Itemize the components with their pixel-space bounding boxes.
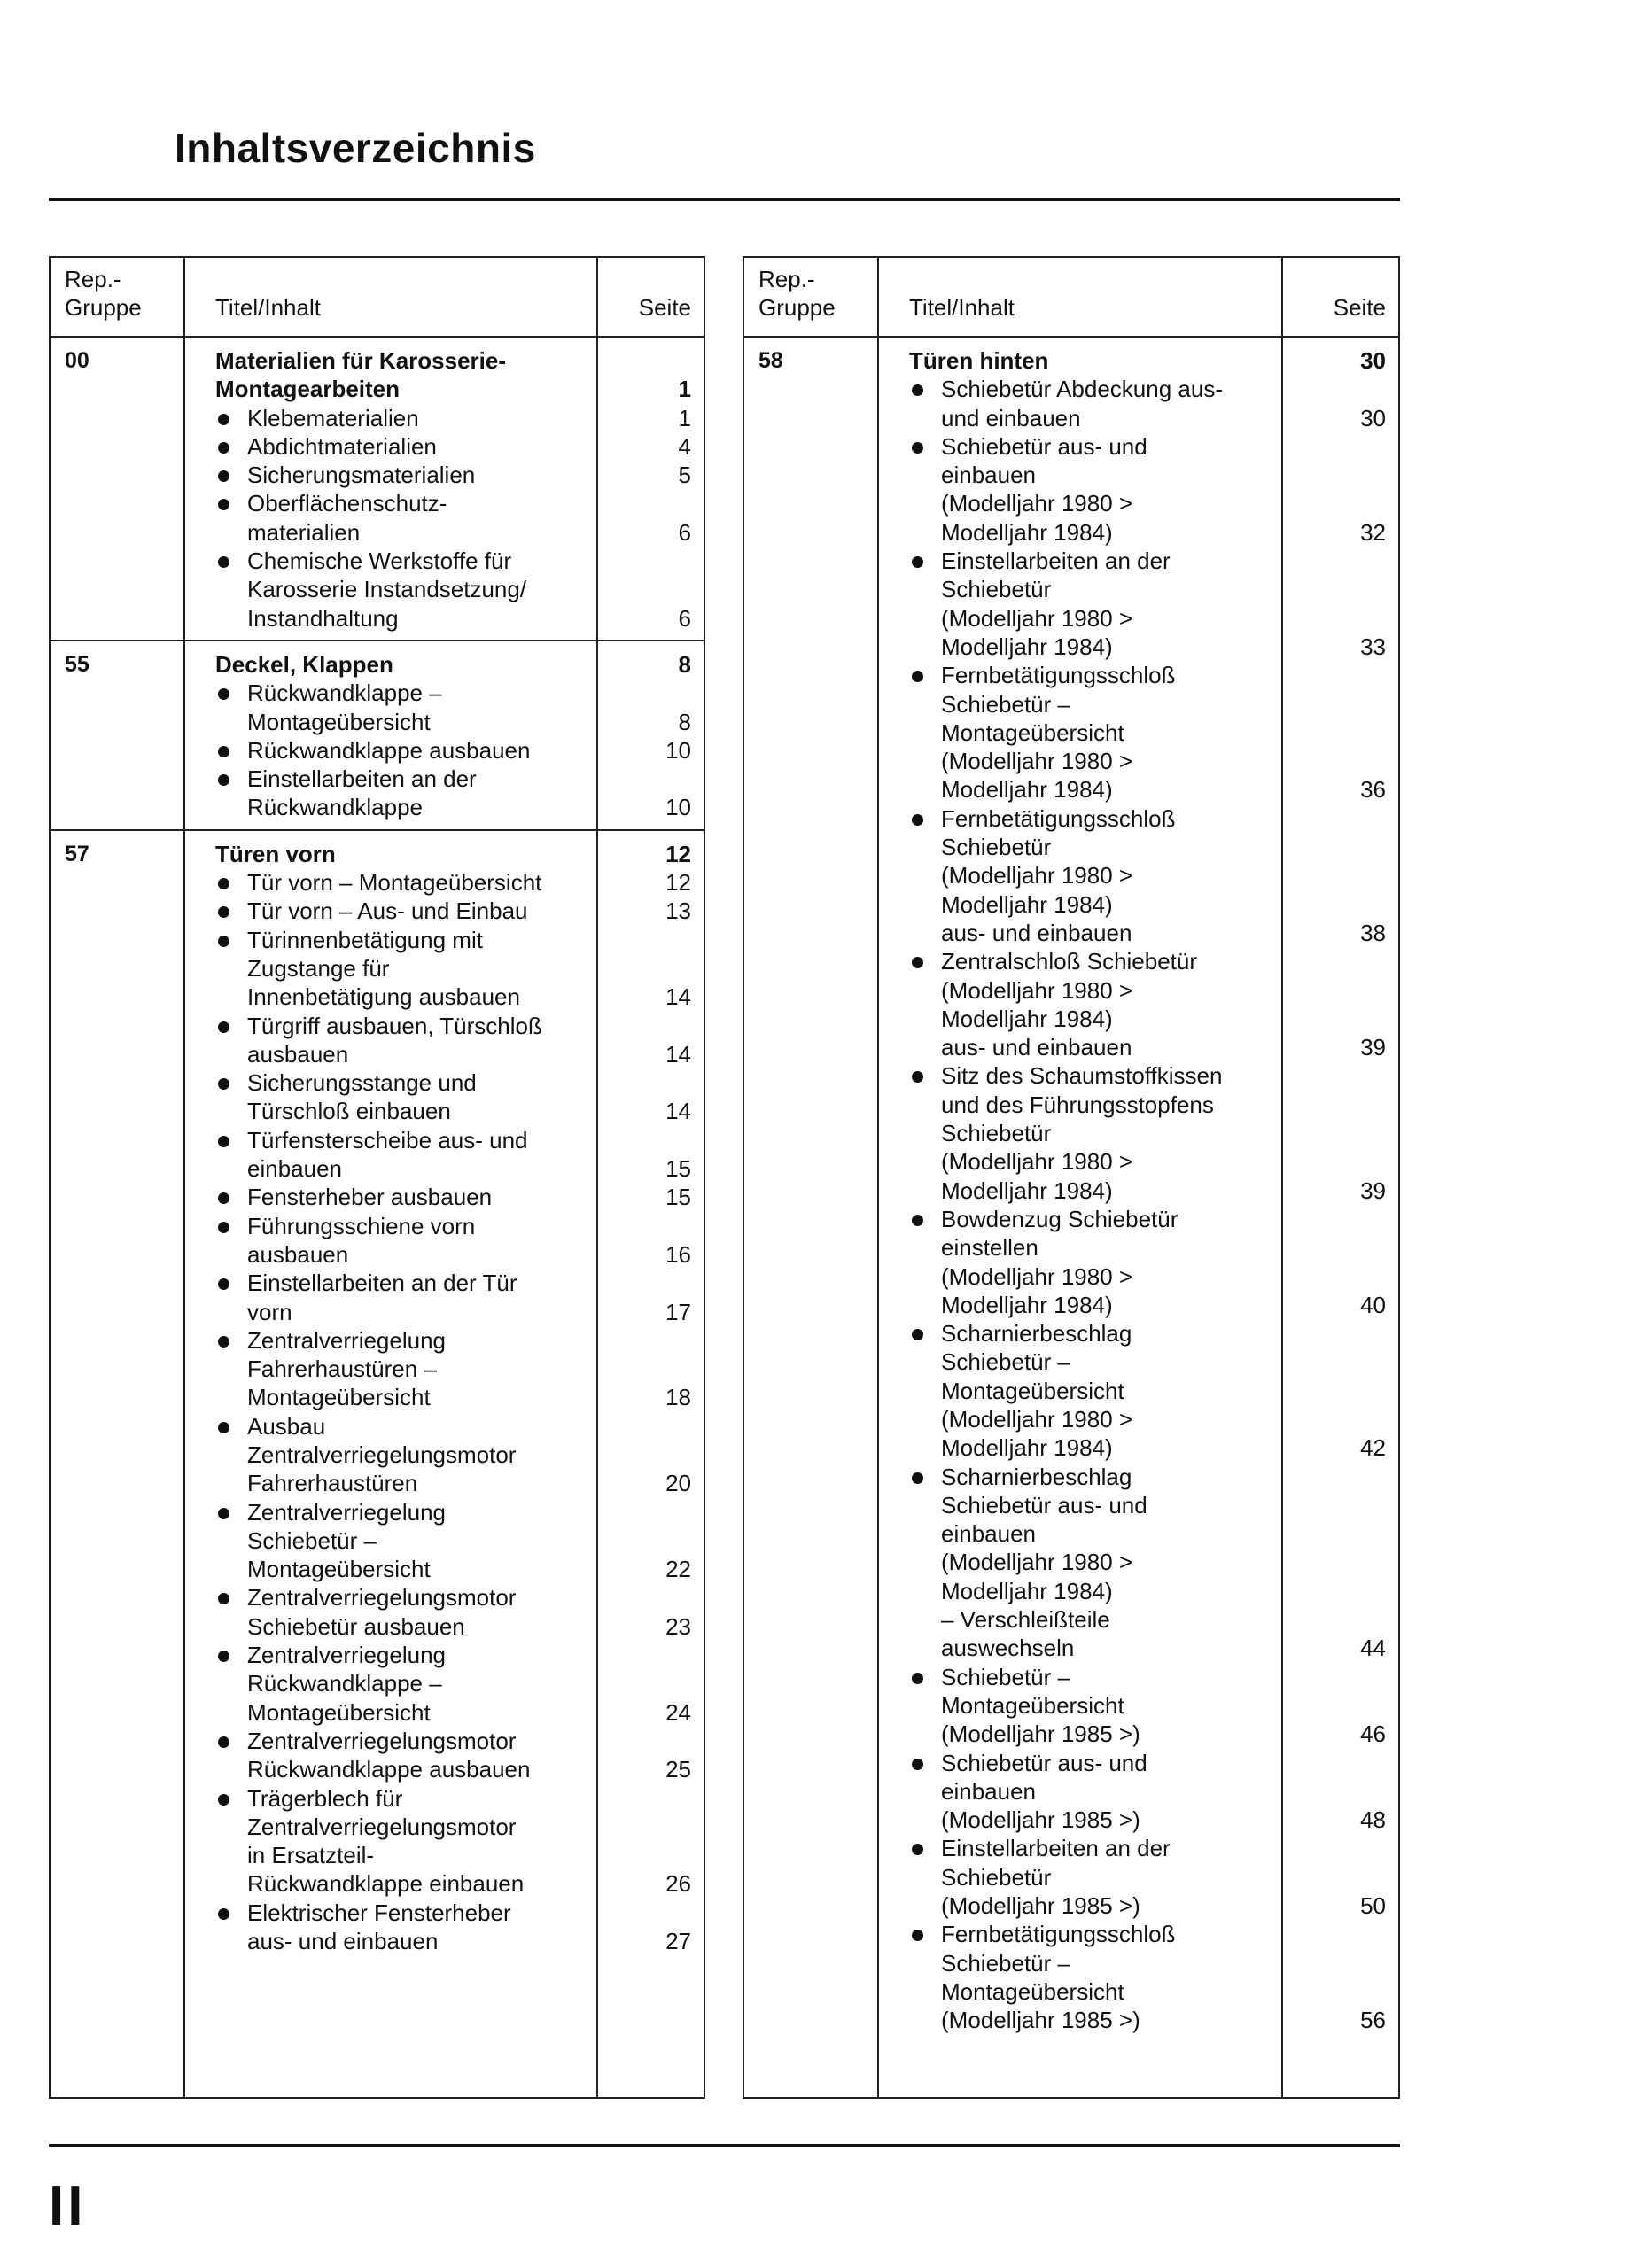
entry-title-line: Deckel, Klappen [215,650,393,678]
toc-entry [51,926,704,1012]
bullet-icon [218,556,229,568]
toc-entry [51,1012,704,1069]
entry-title-line: Zentralverriegelung [247,1326,447,1354]
toc-entry [51,736,704,765]
entry-page-number: 44 [1360,1635,1386,1662]
entry-title-line: Montageübersicht [941,1691,1124,1719]
bullet-icon [218,470,229,482]
toc-table-right [743,256,1400,2099]
entry-title-line: aus- und einbauen [247,1928,439,1955]
toc-entry [51,679,704,736]
entry-title-line: Montageübersicht [247,1698,431,1726]
entry-title-line: Schiebetür [941,576,1052,603]
bullet-icon [218,688,229,700]
toc-entry [744,375,1398,432]
entry-title-line: Zentralverriegelung [247,1642,447,1669]
toc-entry [51,547,704,633]
bullet-icon [218,906,229,918]
bullet-icon [912,957,923,968]
entry-title-line: (Modelljahr 1985 >) [941,1720,1140,1748]
entry-title-line: (Modelljahr 1980 > [941,1262,1133,1290]
toc-groups-left [51,338,704,2097]
bullet-icon [912,1759,923,1770]
entry-title-line: und einbauen [941,404,1081,431]
entry-title-line: (Modelljahr 1985 >) [941,2007,1140,2034]
entry-title-line: Karosserie Instandsetzung/ [247,576,527,603]
bullet-icon [218,1336,229,1348]
entry-title-line: aus- und einbauen [941,1034,1132,1061]
toc-entry [51,432,704,461]
entry-page-number: 30 [1360,404,1386,431]
entry-title-line: Modelljahr 1984) [941,1291,1113,1318]
entry-title-line: einbauen [247,1155,342,1183]
toc-entry [744,1663,1398,1749]
entry-title-line: Modelljahr 1984) [941,1005,1113,1032]
bullet-icon [218,1136,229,1147]
toc-heading [51,840,704,868]
entry-page-number: 30 [1360,347,1386,374]
toc-table-left [49,256,705,2099]
entry-page-number: 14 [665,983,691,1011]
entry-title-line: Elektrischer Fensterheber [247,1899,511,1926]
bullet-icon [912,1673,923,1684]
toc-entry [51,1269,704,1326]
entry-page-number: 24 [665,1698,691,1726]
entry-title-line: Oberflächenschutz- [247,490,447,517]
entry-page-number: 50 [1360,1892,1386,1920]
entry-title-line: Tür vorn – Aus- und Einbau [247,897,528,925]
group-number: 57 [65,841,89,866]
toc-entry [744,804,1398,947]
toc-heading [51,650,704,679]
entry-page-number: 36 [1360,776,1386,804]
entry-page-number: 26 [665,1870,691,1898]
entry-page-number: 8 [678,650,691,678]
toc-entry [51,868,704,897]
entry-title-line: Modelljahr 1984) [941,518,1113,546]
entry-title-line: Schiebetür Abdeckung aus- [941,376,1223,403]
entry-title-line: und des Führungsstopfens [941,1091,1214,1118]
entry-title-line: Innenbetätigung ausbauen [247,983,520,1011]
entry-title-line: Instandhaltung [247,604,399,632]
entry-page-number: 6 [678,604,691,632]
entry-page-number: 10 [665,736,691,764]
entry-title-line: Türschloß einbauen [247,1098,451,1125]
entry-title-line: Montageübersicht [941,1377,1124,1404]
toc-group [51,829,704,1963]
entry-page-number: 33 [1360,633,1386,660]
entry-title-line: (Modelljahr 1985 >) [941,1892,1140,1920]
bullet-icon [912,814,923,826]
entry-title-line: Schiebetür [941,1863,1052,1891]
entry-title-line: (Modelljahr 1985 >) [941,1806,1140,1834]
entry-page-number: 32 [1360,518,1386,546]
bullet-icon [218,499,229,510]
entry-title-line: Bowdenzug Schiebetür [941,1205,1178,1232]
entry-title-line: Schiebetür ausbauen [247,1612,465,1640]
bullet-icon [218,1078,229,1090]
toc-entry [51,1899,704,1956]
entry-title-line: (Modelljahr 1980 > [941,1405,1133,1433]
bullet-icon [218,1736,229,1748]
entry-title-line: Chemische Werkstoffe für [247,548,512,575]
entry-title-line: Rückwandklappe – [247,680,442,707]
bullet-icon [218,442,229,454]
entry-title-line: Scharnierbeschlag [941,1320,1132,1348]
entry-title-line: Ausbau [247,1412,326,1440]
entry-title-line: Rückwandklappe ausbauen [247,736,531,764]
toc-entry [51,489,704,547]
bullet-icon [218,774,229,786]
entry-page-number: 38 [1360,919,1386,946]
entry-title-line: Tür vorn – Montageübersicht [247,869,542,897]
entry-title-line: (Modelljahr 1980 > [941,1148,1133,1176]
entry-title-line: Montageübersicht [247,708,431,735]
entry-page-number: 5 [678,462,691,489]
column-header-title: Titel/Inhalt [909,294,1015,321]
entry-title-line: einbauen [941,1777,1036,1805]
bullet-icon [218,1908,229,1920]
entry-title-line: Schiebetür – [247,1526,377,1554]
bullet-icon [912,1472,923,1484]
entry-title-line: Schiebetür – [941,1949,1070,1977]
toc-entry [51,1641,704,1727]
toc-entry [744,1920,1398,2034]
bullet-icon [912,556,923,568]
toc-entry [51,765,704,822]
toc-heading [51,346,704,404]
bullet-icon [218,1508,229,1519]
entry-page-number: 6 [678,518,691,546]
entry-title-line: Scharnierbeschlag [941,1463,1132,1490]
column-header-title: Titel/Inhalt [215,294,321,321]
bullet-icon [912,671,923,682]
toc-group [744,338,1398,2042]
column-header-page: Seite [1333,294,1386,321]
entry-page-number: 15 [665,1155,691,1183]
entry-title-line: Montagearbeiten [215,376,401,403]
bullet-icon [218,1222,229,1233]
entry-page-number: 56 [1360,2007,1386,2034]
toc-group [51,640,704,829]
entry-title-line: Einstellarbeiten an der [941,548,1171,575]
bullet-icon [218,1422,229,1433]
entry-title-line: Zentralverriegelungsmotor [247,1584,517,1612]
toc-entry [51,1183,704,1211]
entry-page-number: 39 [1360,1034,1386,1061]
entry-title-line: – Verschleißteile [941,1606,1110,1634]
entry-title-line: Abdichtmaterialien [247,432,437,460]
bullet-icon [912,1844,923,1855]
group-number: 55 [65,651,89,677]
table-header [744,258,1398,336]
entry-title-line: Modelljahr 1984) [941,890,1113,918]
column-header-group: Rep.- Gruppe [758,266,836,321]
entry-title-line: (Modelljahr 1980 > [941,604,1133,632]
toc-entry [744,1061,1398,1204]
toc-entry [51,404,704,432]
entry-title-line: (Modelljahr 1980 > [941,748,1133,775]
table-header [51,258,704,336]
toc-entry [51,1068,704,1126]
entry-title-line: Schiebetür aus- und [941,1749,1147,1776]
entry-page-number: 12 [665,869,691,897]
bullet-icon [912,442,923,454]
entry-page-number: 39 [1360,1177,1386,1204]
group-number: 58 [758,348,783,373]
entry-title-line: Materialien für Karosserie- [215,347,507,374]
bullet-icon [218,746,229,757]
entry-page-number: 20 [665,1470,691,1497]
toc-entry [744,661,1398,804]
entry-title-line: Rückwandklappe ausbauen [247,1756,531,1783]
entry-title-line: Fernbetätigungsschloß [941,804,1176,832]
entry-page-number: 17 [665,1298,691,1325]
entry-page-number: 10 [665,794,691,821]
entry-title-line: Montageübersicht [941,1977,1124,2005]
entry-title-line: Montageübersicht [247,1556,431,1583]
toc-entry [744,1749,1398,1835]
group-number: 00 [65,348,89,373]
toc-entry [744,947,1398,1061]
entry-title-line: Zentralverriegelungsmotor [247,1441,517,1468]
bullet-icon [218,1651,229,1662]
page-number: II [49,2176,87,2237]
entry-page-number: 15 [665,1184,691,1211]
entry-title-line: Zentralverriegelungsmotor [247,1727,517,1754]
page-title: Inhaltsverzeichnis [175,125,536,171]
entry-title-line: Fernbetätigungsschloß [941,1921,1176,1948]
entry-title-line: Einstellarbeiten an der [247,765,477,793]
toc-entry [51,1212,704,1270]
entry-page-number: 25 [665,1756,691,1783]
entry-title-line: auswechseln [941,1635,1075,1662]
entry-title-line: Modelljahr 1984) [941,633,1113,660]
entry-title-line: (Modelljahr 1980 > [941,1549,1133,1576]
entry-title-line: Türinnenbetätigung mit [247,926,483,953]
toc-entry [744,1205,1398,1319]
bullet-icon [912,1329,923,1340]
toc-groups-right [744,338,1398,2097]
entry-title-line: Schiebetür aus- und [941,432,1147,460]
column-header-page: Seite [638,294,691,321]
entry-page-number: 12 [665,840,691,867]
toc-entry [51,1583,704,1641]
entry-title-line: Zentralschloß Schiebetür [941,948,1198,975]
toc-entry [744,1319,1398,1462]
toc-heading [744,346,1398,375]
entry-title-line: Schiebetür – [941,1663,1070,1690]
entry-page-number: 4 [678,432,691,460]
entry-title-line: Rückwandklappe [247,794,424,821]
entry-title-line: aus- und einbauen [941,919,1132,946]
toc-entry [51,1326,704,1412]
entry-title-line: Schiebetür – [941,1348,1070,1376]
entry-title-line: in Ersatzteil- [247,1842,375,1869]
entry-title-line: Rückwandklappe einbauen [247,1870,525,1898]
entry-title-line: ausbauen [247,1040,349,1068]
entry-page-number: 42 [1360,1434,1386,1462]
entry-title-line: Sicherungsstange und [247,1069,477,1097]
bullet-icon [912,1215,923,1226]
entry-page-number: 23 [665,1612,691,1640]
bullet-icon [218,936,229,947]
bullet-icon [912,1071,923,1083]
entry-title-line: (Modelljahr 1980 > [941,490,1133,517]
toc-group [51,338,704,640]
toc-entry [51,1126,704,1184]
entry-title-line: Montageübersicht [941,718,1124,746]
entry-title-line: Führungsschiene vorn [247,1212,476,1239]
bullet-icon [218,1593,229,1604]
entry-page-number: 1 [678,404,691,431]
entry-title-line: Modelljahr 1984) [941,1177,1113,1204]
entry-title-line: Montageübersicht [247,1384,431,1411]
toc-entry [51,1498,704,1584]
bullet-icon [218,1192,229,1204]
entry-title-line: Trägerblech für [247,1784,403,1812]
bullet-icon [218,1794,229,1806]
bullet-icon [912,384,923,396]
entry-title-line: einbauen [941,1520,1036,1548]
bullet-icon [218,878,229,889]
entry-page-number: 22 [665,1556,691,1583]
entry-page-number: 40 [1360,1291,1386,1318]
entry-title-line: materialien [247,518,361,546]
toc-entry [51,1784,704,1899]
entry-title-line: Sitz des Schaumstoffkissen [941,1062,1223,1090]
entry-title-line: einstellen [941,1234,1038,1262]
toc-entry [51,897,704,925]
entry-title-line: Modelljahr 1984) [941,1577,1113,1604]
entry-title-line: Schiebetür [941,834,1052,861]
toc-entry [744,547,1398,661]
entry-page-number: 27 [665,1928,691,1955]
entry-title-line: Türen vorn [215,840,336,867]
entry-title-line: Schiebetür [941,1120,1052,1147]
entry-title-line: Türen hinten [909,347,1049,374]
toc-entry [51,1727,704,1784]
entry-title-line: (Modelljahr 1980 > [941,862,1133,889]
entry-title-line: Türfensterscheibe aus- und [247,1126,528,1153]
bullet-icon [218,1021,229,1033]
entry-title-line: Einstellarbeiten an der Tür [247,1270,517,1297]
entry-title-line: Türgriff ausbauen, Türschloß [247,1012,542,1039]
entry-title-line: Modelljahr 1984) [941,776,1113,804]
entry-title-line: einbauen [941,462,1036,489]
entry-page-number: 14 [665,1098,691,1125]
bullet-icon [218,1278,229,1290]
title-rule [49,198,1400,201]
toc-entry [744,432,1398,547]
entry-page-number: 46 [1360,1720,1386,1748]
bullet-icon [218,414,229,425]
entry-page-number: 8 [678,708,691,735]
toc-entry [51,461,704,489]
entry-title-line: (Modelljahr 1980 > [941,976,1133,1004]
entry-page-number: 16 [665,1240,691,1268]
entry-page-number: 14 [665,1040,691,1068]
entry-title-line: Sicherungsmaterialien [247,462,476,489]
footer-rule [49,2144,1400,2147]
column-header-group: Rep.- Gruppe [65,266,142,321]
entry-title-line: Schiebetür – [941,690,1070,718]
entry-title-line: Einstellarbeiten an der [941,1835,1171,1862]
entry-title-line: Zugstange für [247,954,390,982]
entry-title-line: Modelljahr 1984) [941,1434,1113,1462]
entry-title-line: Zentralverriegelung [247,1498,447,1526]
entry-title-line: Fernbetätigungsschloß [941,662,1176,689]
entry-page-number: 13 [665,897,691,925]
entry-title-line: Fensterheber ausbauen [247,1184,493,1211]
toc-entry [744,1834,1398,1920]
entry-title-line: Klebematerialien [247,404,419,431]
entry-title-line: Fahrerhaustüren – [247,1355,437,1383]
entry-title-line: Zentralverriegelungsmotor [247,1813,517,1840]
entry-title-line: ausbauen [247,1240,349,1268]
entry-page-number: 1 [678,376,691,403]
toc-entry [51,1412,704,1498]
entry-title-line: Schiebetür aus- und [941,1491,1147,1518]
bullet-icon [912,1930,923,1941]
entry-title-line: Fahrerhaustüren [247,1470,418,1497]
entry-title-line: Rückwandklappe – [247,1670,442,1697]
toc-entry [744,1463,1398,1663]
entry-page-number: 48 [1360,1806,1386,1834]
entry-title-line: vorn [247,1298,292,1325]
entry-page-number: 18 [665,1384,691,1411]
